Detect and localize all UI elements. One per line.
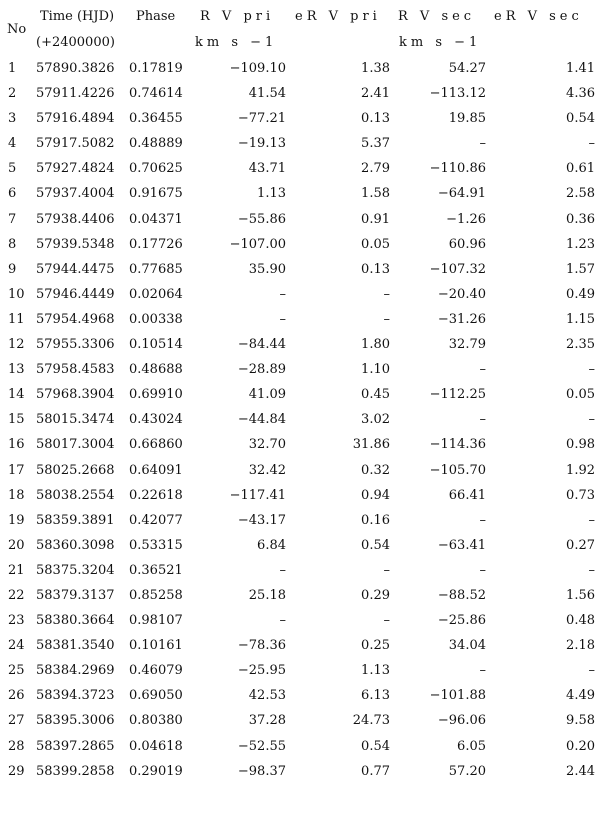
row-rv-pri: −44.84 bbox=[237, 412, 286, 428]
row-erv-sec: 4.49 bbox=[566, 688, 595, 704]
row-erv-sec: – bbox=[588, 663, 595, 679]
row-rv-sec: 57.20 bbox=[448, 763, 486, 779]
table-row bbox=[0, 384, 603, 409]
row-phase: 0.64091 bbox=[129, 462, 183, 478]
row-number: 19 bbox=[8, 512, 25, 528]
row-erv-pri: – bbox=[383, 613, 390, 629]
row-rv-pri: 35.90 bbox=[248, 261, 286, 277]
row-erv-sec: 2.44 bbox=[566, 763, 595, 779]
row-time: 57944.4475 bbox=[36, 261, 115, 277]
row-number: 23 bbox=[8, 613, 25, 629]
row-rv-sec: −25.86 bbox=[437, 613, 486, 629]
row-rv-sec: – bbox=[479, 562, 486, 578]
header-phase: Phase bbox=[136, 9, 176, 24]
table-header bbox=[0, 0, 603, 56]
row-rv-pri: −43.17 bbox=[237, 512, 286, 528]
row-rv-sec: 54.27 bbox=[448, 61, 486, 76]
row-phase: 0.66860 bbox=[129, 437, 183, 453]
row-phase: 0.42077 bbox=[129, 512, 183, 528]
row-rv-sec: – bbox=[479, 136, 486, 152]
row-number: 10 bbox=[8, 286, 25, 302]
row-erv-sec: 1.56 bbox=[566, 587, 595, 603]
row-erv-pri: – bbox=[383, 562, 390, 578]
row-rv-pri: −52.55 bbox=[237, 738, 286, 754]
row-erv-sec: 9.58 bbox=[566, 713, 595, 729]
table-row bbox=[0, 460, 603, 485]
row-phase: 0.74614 bbox=[129, 86, 183, 102]
row-number: 13 bbox=[8, 362, 25, 378]
row-rv-sec: – bbox=[479, 663, 486, 679]
row-phase: 0.00338 bbox=[129, 311, 183, 327]
row-number: 6 bbox=[8, 186, 17, 202]
row-rv-pri: 42.53 bbox=[248, 688, 286, 704]
row-number: 29 bbox=[8, 763, 25, 779]
row-rv-sec: 34.04 bbox=[448, 638, 486, 654]
row-rv-sec: 66.41 bbox=[448, 487, 486, 503]
row-number: 27 bbox=[8, 713, 25, 729]
row-rv-pri: 32.70 bbox=[248, 437, 286, 453]
row-rv-pri: 6.84 bbox=[257, 537, 286, 553]
row-phase: 0.22618 bbox=[129, 487, 183, 503]
row-rv-pri: −55.86 bbox=[237, 211, 286, 227]
row-time: 57968.3904 bbox=[36, 387, 115, 403]
row-rv-pri: −117.41 bbox=[229, 487, 286, 503]
row-phase: 0.69050 bbox=[129, 688, 183, 704]
row-erv-sec: 0.61 bbox=[566, 161, 595, 177]
row-time: 57958.4583 bbox=[36, 362, 115, 378]
row-phase: 0.17726 bbox=[129, 236, 183, 252]
row-erv-sec: 2.35 bbox=[566, 337, 595, 353]
header-time-offset: (+2400000) bbox=[36, 35, 115, 50]
row-rv-pri: 43.71 bbox=[248, 161, 286, 177]
row-rv-sec: −112.25 bbox=[429, 387, 486, 403]
row-phase: 0.98107 bbox=[129, 613, 183, 629]
table-row bbox=[0, 409, 603, 434]
row-erv-sec: 0.27 bbox=[566, 537, 595, 553]
row-time: 57911.4226 bbox=[36, 86, 115, 102]
table-row bbox=[0, 158, 603, 183]
row-number: 9 bbox=[8, 261, 17, 277]
row-erv-sec: 1.41 bbox=[566, 61, 595, 76]
row-rv-pri: 1.13 bbox=[257, 186, 286, 202]
row-rv-sec: −101.88 bbox=[429, 688, 486, 704]
row-erv-pri: 31.86 bbox=[352, 437, 390, 453]
table-row bbox=[0, 183, 603, 208]
table-row bbox=[0, 58, 603, 83]
row-rv-sec: – bbox=[479, 512, 486, 528]
table-row bbox=[0, 309, 603, 334]
table-row bbox=[0, 234, 603, 259]
row-phase: 0.77685 bbox=[129, 261, 183, 277]
row-time: 58380.3664 bbox=[36, 613, 115, 629]
row-rv-pri: −77.21 bbox=[237, 111, 286, 127]
row-erv-sec: 1.57 bbox=[566, 261, 595, 277]
row-rv-pri: 41.54 bbox=[248, 86, 286, 102]
row-phase: 0.10161 bbox=[129, 638, 183, 654]
row-number: 17 bbox=[8, 462, 25, 478]
row-rv-sec: 32.79 bbox=[448, 337, 486, 353]
row-rv-sec: −105.70 bbox=[429, 462, 486, 478]
row-erv-sec: 0.05 bbox=[566, 387, 595, 403]
header-time: Time (HJD) bbox=[40, 9, 115, 24]
table-row bbox=[0, 334, 603, 359]
row-erv-sec: 1.15 bbox=[566, 311, 595, 327]
row-phase: 0.53315 bbox=[129, 537, 183, 553]
row-time: 57938.4406 bbox=[36, 211, 115, 227]
row-number: 11 bbox=[8, 311, 25, 327]
row-number: 26 bbox=[8, 688, 25, 704]
row-phase: 0.04618 bbox=[129, 738, 183, 754]
row-time: 57955.3306 bbox=[36, 337, 115, 353]
row-erv-sec: 0.73 bbox=[566, 487, 595, 503]
row-number: 4 bbox=[8, 136, 17, 152]
row-time: 58397.2865 bbox=[36, 738, 115, 754]
row-number: 18 bbox=[8, 487, 25, 503]
row-erv-sec: 1.23 bbox=[566, 236, 595, 252]
row-rv-pri: −84.44 bbox=[237, 337, 286, 353]
row-number: 28 bbox=[8, 738, 25, 754]
row-erv-pri: 0.77 bbox=[361, 763, 390, 779]
row-erv-pri: – bbox=[383, 286, 390, 302]
row-erv-sec: 4.36 bbox=[566, 86, 595, 102]
row-time: 57916.4894 bbox=[36, 111, 115, 127]
row-rv-pri: – bbox=[279, 311, 286, 327]
row-time: 57954.4968 bbox=[36, 311, 115, 327]
row-erv-sec: 0.54 bbox=[566, 111, 595, 127]
row-rv-sec: – bbox=[479, 362, 486, 378]
row-erv-pri: 0.45 bbox=[361, 387, 390, 403]
row-erv-sec: 0.48 bbox=[566, 613, 595, 629]
row-time: 57939.5348 bbox=[36, 236, 115, 252]
row-phase: 0.02064 bbox=[129, 286, 183, 302]
table-row bbox=[0, 660, 603, 685]
row-rv-sec: 60.96 bbox=[448, 236, 486, 252]
table-row bbox=[0, 359, 603, 384]
table-row bbox=[0, 485, 603, 510]
row-rv-sec: 19.85 bbox=[448, 111, 486, 127]
table-row bbox=[0, 610, 603, 635]
row-erv-sec: – bbox=[588, 362, 595, 378]
row-phase: 0.46079 bbox=[129, 663, 183, 679]
row-time: 57890.3826 bbox=[36, 61, 115, 76]
row-rv-pri: 37.28 bbox=[248, 713, 286, 729]
row-time: 57946.4449 bbox=[36, 286, 115, 302]
row-number: 21 bbox=[8, 562, 25, 578]
row-rv-pri: −25.95 bbox=[237, 663, 286, 679]
row-rv-pri: −28.89 bbox=[237, 362, 286, 378]
row-erv-pri: 0.16 bbox=[361, 512, 390, 528]
table-row bbox=[0, 685, 603, 710]
row-rv-pri: 41.09 bbox=[248, 387, 286, 403]
row-number: 24 bbox=[8, 638, 25, 654]
row-number: 15 bbox=[8, 412, 25, 428]
row-time: 58015.3474 bbox=[36, 412, 115, 428]
row-erv-pri: 0.54 bbox=[361, 738, 390, 754]
row-rv-sec: −113.12 bbox=[429, 86, 486, 102]
row-erv-sec: 2.58 bbox=[566, 186, 595, 202]
row-rv-pri: −19.13 bbox=[237, 136, 286, 152]
row-number: 25 bbox=[8, 663, 25, 679]
row-rv-pri: −78.36 bbox=[237, 638, 286, 654]
row-number: 12 bbox=[8, 337, 25, 353]
table-row bbox=[0, 535, 603, 560]
row-time: 58384.2969 bbox=[36, 663, 115, 679]
row-phase: 0.80380 bbox=[129, 713, 183, 729]
row-phase: 0.48889 bbox=[129, 136, 183, 152]
row-rv-sec: – bbox=[479, 412, 486, 428]
row-rv-pri: 32.42 bbox=[248, 462, 286, 478]
row-number: 16 bbox=[8, 437, 25, 453]
row-number: 8 bbox=[8, 236, 17, 252]
row-rv-sec: −88.52 bbox=[437, 587, 486, 603]
row-erv-pri: 0.13 bbox=[361, 261, 390, 277]
row-time: 58394.3723 bbox=[36, 688, 115, 704]
row-rv-sec: 6.05 bbox=[457, 738, 486, 754]
row-erv-sec: 2.18 bbox=[566, 638, 595, 654]
row-rv-pri: – bbox=[279, 286, 286, 302]
row-erv-pri: 1.38 bbox=[361, 61, 390, 76]
row-erv-pri: 0.25 bbox=[361, 638, 390, 654]
table-row bbox=[0, 209, 603, 234]
row-number: 5 bbox=[8, 161, 17, 177]
row-number: 22 bbox=[8, 587, 25, 603]
row-erv-pri: 0.29 bbox=[361, 587, 390, 603]
row-erv-sec: – bbox=[588, 412, 595, 428]
row-time: 58017.3004 bbox=[36, 437, 115, 453]
row-rv-pri: −109.10 bbox=[229, 61, 286, 76]
row-phase: 0.10514 bbox=[129, 337, 183, 353]
header-rv-pri: R V pri bbox=[200, 9, 275, 24]
row-erv-pri: 1.80 bbox=[361, 337, 390, 353]
row-rv-sec: −110.86 bbox=[429, 161, 486, 177]
row-number: 14 bbox=[8, 387, 25, 403]
row-rv-sec: −63.41 bbox=[437, 537, 486, 553]
table-row bbox=[0, 259, 603, 284]
row-phase: 0.70625 bbox=[129, 161, 183, 177]
row-rv-sec: −96.06 bbox=[437, 713, 486, 729]
row-phase: 0.36521 bbox=[129, 562, 183, 578]
row-erv-sec: 0.36 bbox=[566, 211, 595, 227]
row-number: 7 bbox=[8, 211, 17, 227]
row-phase: 0.17819 bbox=[129, 61, 183, 76]
row-rv-sec: −1.26 bbox=[446, 211, 486, 227]
row-erv-sec: – bbox=[588, 136, 595, 152]
row-time: 58025.2668 bbox=[36, 462, 115, 478]
row-number: 2 bbox=[8, 86, 17, 102]
row-phase: 0.91675 bbox=[129, 186, 183, 202]
row-erv-pri: 2.41 bbox=[361, 86, 390, 102]
header-rv-sec: R V sec bbox=[398, 9, 476, 24]
row-rv-sec: −31.26 bbox=[437, 311, 486, 327]
header-unit-sec: km s −1 bbox=[399, 35, 482, 50]
row-time: 57917.5082 bbox=[36, 136, 115, 152]
row-erv-pri: 1.10 bbox=[361, 362, 390, 378]
table-row bbox=[0, 761, 603, 786]
table-row bbox=[0, 108, 603, 133]
row-rv-sec: −64.91 bbox=[437, 186, 486, 202]
table-row bbox=[0, 635, 603, 660]
row-time: 58381.3540 bbox=[36, 638, 115, 654]
row-erv-sec: – bbox=[588, 562, 595, 578]
row-phase: 0.04371 bbox=[129, 211, 183, 227]
table-row bbox=[0, 585, 603, 610]
header-unit-pri: km s −1 bbox=[195, 35, 278, 50]
row-erv-sec: 0.98 bbox=[566, 437, 595, 453]
row-erv-pri: – bbox=[383, 311, 390, 327]
row-erv-pri: 5.37 bbox=[361, 136, 390, 152]
row-erv-sec: 1.92 bbox=[566, 462, 595, 478]
row-erv-pri: 0.32 bbox=[361, 462, 390, 478]
table-row bbox=[0, 710, 603, 735]
row-erv-pri: 0.13 bbox=[361, 111, 390, 127]
row-rv-pri: – bbox=[279, 613, 286, 629]
header-erv-sec: eR V sec bbox=[494, 9, 583, 24]
row-phase: 0.36455 bbox=[129, 111, 183, 127]
row-erv-pri: 0.91 bbox=[361, 211, 390, 227]
row-phase: 0.85258 bbox=[129, 587, 183, 603]
row-number: 20 bbox=[8, 537, 25, 553]
table-body bbox=[0, 58, 603, 786]
row-erv-pri: 6.13 bbox=[361, 688, 390, 704]
row-number: 1 bbox=[8, 61, 17, 76]
row-erv-sec: 0.20 bbox=[566, 738, 595, 754]
row-time: 57937.4004 bbox=[36, 186, 115, 202]
row-time: 58399.2858 bbox=[36, 763, 115, 779]
row-rv-pri: – bbox=[279, 562, 286, 578]
row-phase: 0.43024 bbox=[129, 412, 183, 428]
table-row bbox=[0, 434, 603, 459]
table-row bbox=[0, 736, 603, 761]
row-time: 58360.3098 bbox=[36, 537, 115, 553]
row-rv-sec: −107.32 bbox=[429, 261, 486, 277]
row-phase: 0.29019 bbox=[129, 763, 183, 779]
row-erv-pri: 1.13 bbox=[361, 663, 390, 679]
row-rv-pri: 25.18 bbox=[248, 587, 286, 603]
table-row bbox=[0, 133, 603, 158]
row-erv-pri: 1.58 bbox=[361, 186, 390, 202]
row-time: 57927.4824 bbox=[36, 161, 115, 177]
header-no: No bbox=[7, 22, 27, 37]
table-row bbox=[0, 560, 603, 585]
row-erv-pri: 24.73 bbox=[352, 713, 390, 729]
row-erv-sec: – bbox=[588, 512, 595, 528]
header-erv-pri: eR V pri bbox=[295, 9, 381, 24]
row-erv-pri: 0.05 bbox=[361, 236, 390, 252]
row-erv-pri: 3.02 bbox=[361, 412, 390, 428]
row-rv-sec: −114.36 bbox=[429, 437, 486, 453]
row-time: 58379.3137 bbox=[36, 587, 115, 603]
row-time: 58395.3006 bbox=[36, 713, 115, 729]
table-row bbox=[0, 284, 603, 309]
row-erv-pri: 2.79 bbox=[361, 161, 390, 177]
row-rv-sec: −20.40 bbox=[437, 286, 486, 302]
row-time: 58375.3204 bbox=[36, 562, 115, 578]
table-row bbox=[0, 83, 603, 108]
row-erv-pri: 0.94 bbox=[361, 487, 390, 503]
row-phase: 0.69910 bbox=[129, 387, 183, 403]
row-phase: 0.48688 bbox=[129, 362, 183, 378]
row-number: 3 bbox=[8, 111, 17, 127]
row-time: 58038.2554 bbox=[36, 487, 115, 503]
table-row bbox=[0, 510, 603, 535]
row-erv-pri: 0.54 bbox=[361, 537, 390, 553]
row-rv-pri: −98.37 bbox=[237, 763, 286, 779]
row-rv-pri: −107.00 bbox=[229, 236, 286, 252]
row-erv-sec: 0.49 bbox=[566, 286, 595, 302]
row-time: 58359.3891 bbox=[36, 512, 115, 528]
